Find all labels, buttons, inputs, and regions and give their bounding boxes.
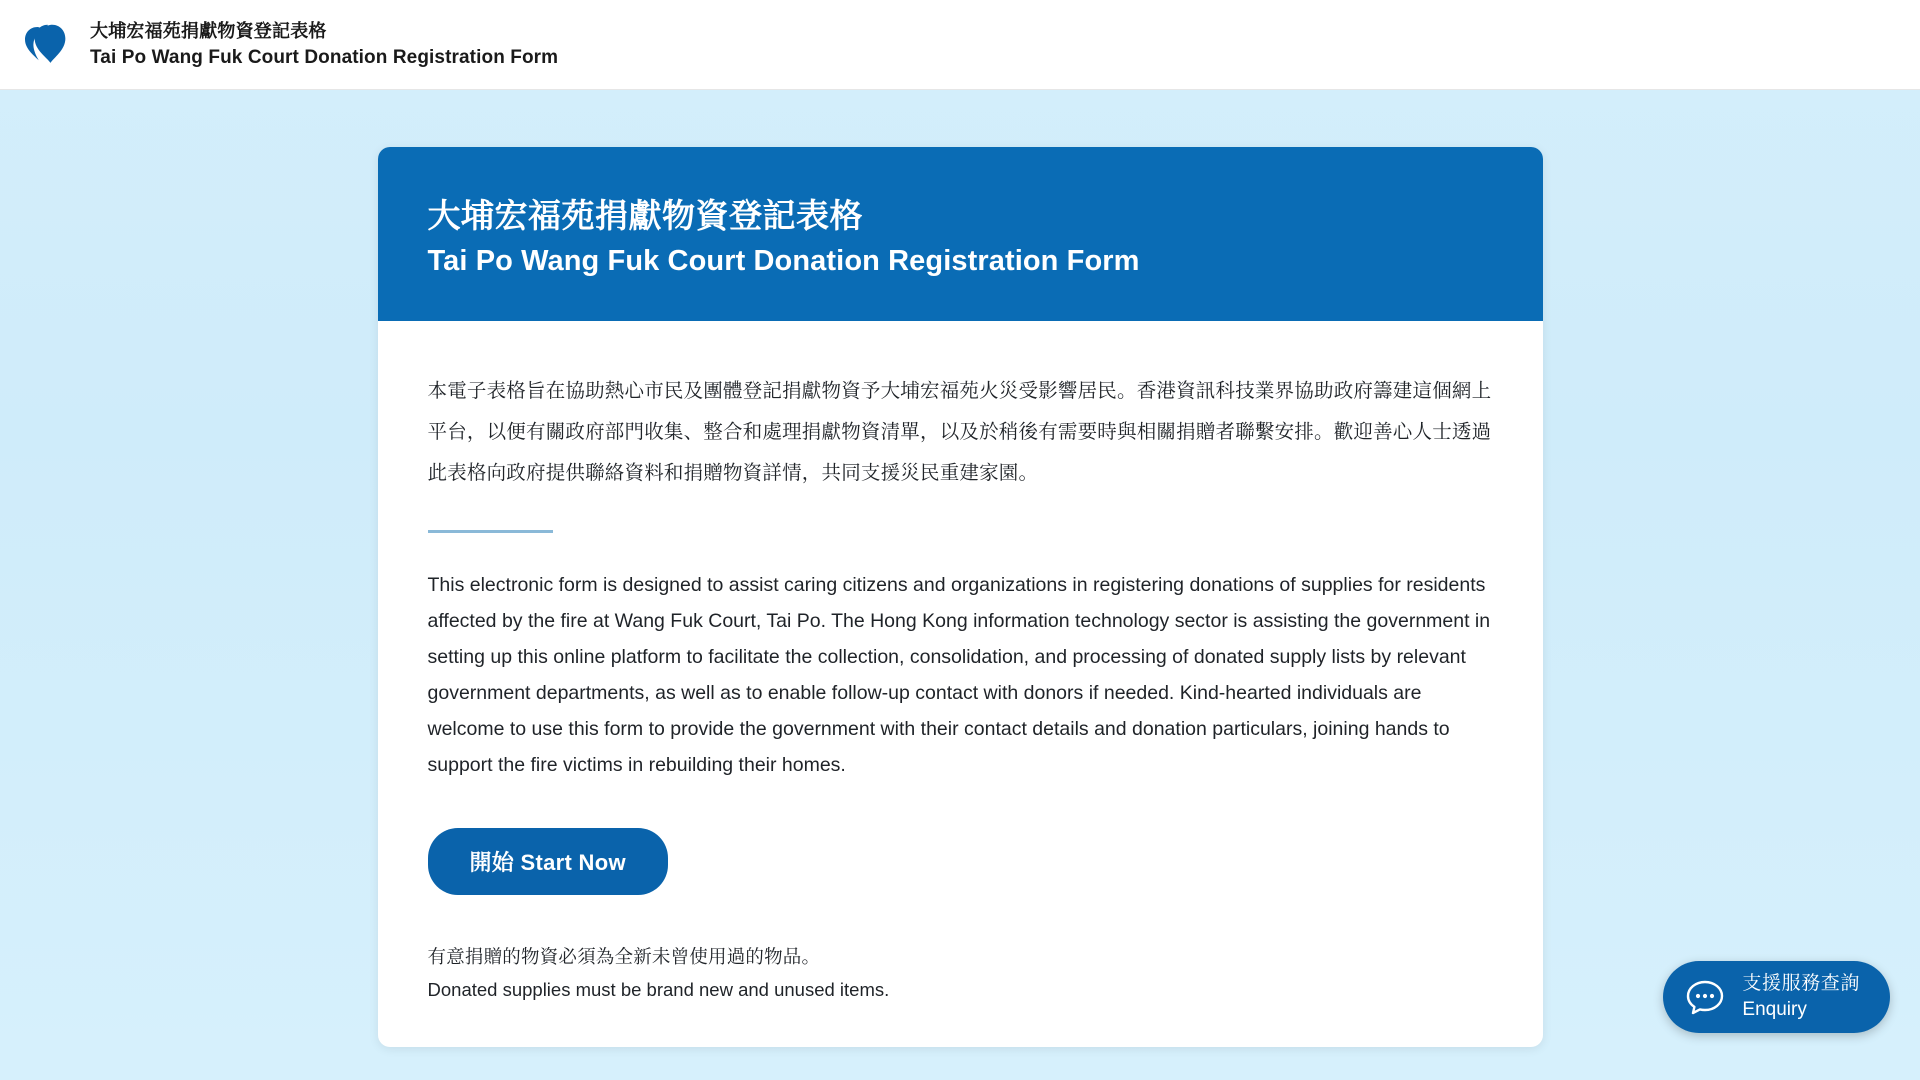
start-now-button[interactable]: 開始 Start Now	[428, 828, 668, 895]
donation-note	[428, 941, 1493, 1006]
card-body	[378, 321, 1543, 1046]
intro-paragraph-zh: 本電子表格旨在協助熱心市民及團體登記捐獻物資予大埔宏福苑火災受影響居民。香港資訊科技業界協助政府籌建這個網上平台，以便有關政府部門收集、整合和處理捐獻物資清單，以及於稍後有需要時與相關捐贈者聯繫安排。歡迎善心人士透過此表格向政府提供聯絡資料和捐贈物資詳情，共同支援災民重建家園。	[427, 380, 1492, 484]
donation-note-en: Donated supplies must be brand new and unused items.	[427, 978, 890, 1000]
header-titles	[90, 18, 558, 72]
enquiry-labels	[1742, 971, 1860, 1022]
site-header	[0, 0, 1920, 90]
section-divider	[428, 530, 553, 533]
intro-paragraph-en: This electronic form is designed to assist caring citizens and organizations in registering donations of supplies for residents affected by the fire at Wang Fuk Court, Tai Po. The Hong Kong information technology sector is assisting the government in setting up this online platform to facilitate the collection, consolidation, and processing of donated supply lists by relevant government departments, as well as to enable follow-up contact with donors if needed. Kind-hearted individuals are welcome to use this form to provide the government with their contact details and donation particulars, joining hands to support the fire victims in rebuilding their homes.	[427, 573, 1491, 777]
card-title-zh: 大埔宏福苑捐獻物資登記表格	[427, 197, 863, 234]
donation-note-zh: 有意捐贈的物資必須為全新未曾使用過的物品。	[427, 946, 821, 968]
heart-hands-logo-icon	[22, 18, 76, 72]
header-title-en: Tai Po Wang Fuk Court Donation Registration Form	[90, 46, 559, 68]
card-title-en: Tai Po Wang Fuk Court Donation Registration Form	[427, 244, 1140, 277]
main-area	[0, 90, 1920, 1080]
enquiry-button[interactable]	[1663, 961, 1890, 1033]
form-card	[378, 147, 1543, 1047]
enquiry-label-en: Enquiry	[1742, 999, 1807, 1020]
header-title-zh: 大埔宏福苑捐獻物資登記表格	[90, 20, 327, 41]
card-header	[378, 147, 1543, 321]
chat-bubble-icon	[1683, 975, 1727, 1019]
enquiry-label-zh: 支援服務查詢	[1742, 973, 1860, 995]
